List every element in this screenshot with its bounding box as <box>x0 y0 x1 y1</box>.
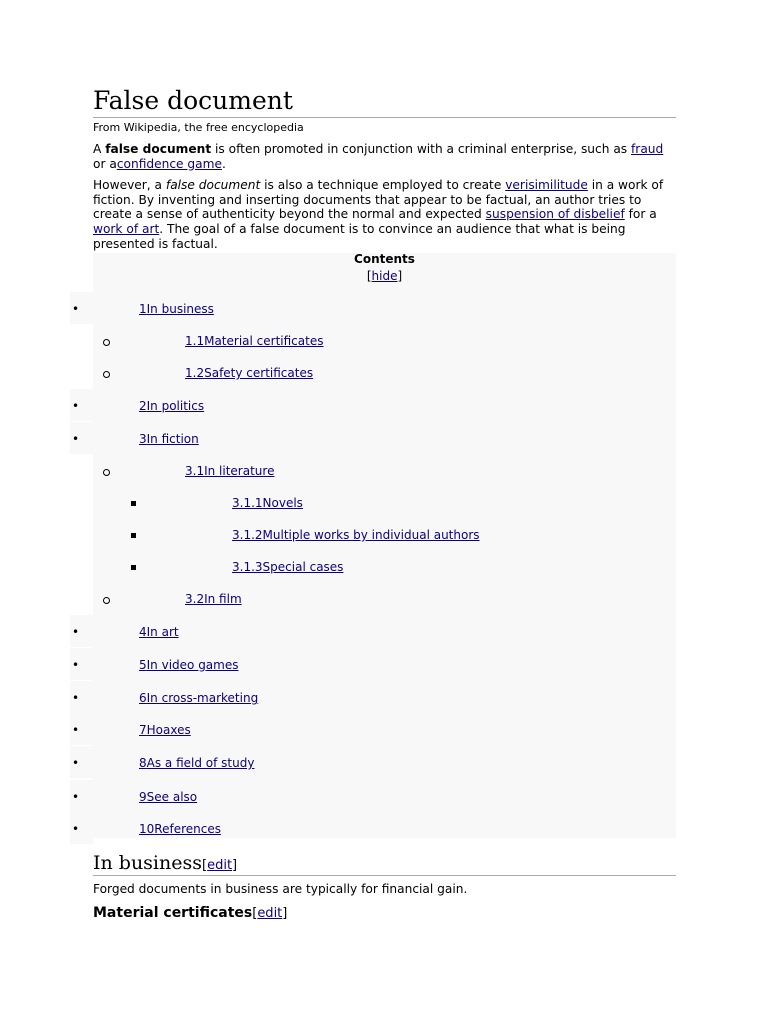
toc-label: In video games <box>146 658 239 672</box>
toc-item[interactable] <box>185 464 274 478</box>
toc-label: Hoaxes <box>146 723 191 737</box>
link-suspension-of-disbelief[interactable]: suspension of disbelief <box>485 207 625 222</box>
site-tagline: From Wikipedia, the free encyclopedia <box>93 121 304 134</box>
toc-bullet-icon <box>72 756 79 770</box>
toc-bullet-icon <box>72 625 79 639</box>
title-divider <box>93 117 676 118</box>
toc-item[interactable] <box>139 790 197 804</box>
toc-label: In fiction <box>146 432 199 446</box>
toc-bullet-icon <box>103 597 110 604</box>
toc-item[interactable] <box>139 822 221 836</box>
link-verisimilitude[interactable]: verisimilitude <box>505 178 588 192</box>
toc-bullet-icon <box>131 501 136 506</box>
toc-number: 3.1.3 <box>232 560 263 574</box>
toc-label: In business <box>146 302 214 316</box>
toc-number: 3 <box>139 432 147 446</box>
toc-label: In film <box>204 592 242 606</box>
toc-bullet-icon <box>72 822 79 836</box>
toc-item[interactable] <box>185 366 313 380</box>
link-confidence-game[interactable]: confidence game <box>116 156 222 171</box>
toc-hide-link[interactable]: hide <box>371 269 398 283</box>
toc-number: 6 <box>139 691 147 705</box>
edit-link[interactable]: edit <box>207 858 233 873</box>
toc-number: 7 <box>139 723 147 737</box>
toc-number: 1.2 <box>185 366 205 380</box>
toc-bullet-icon <box>72 723 79 737</box>
second-paragraph: However, a false document is also a technique employed to create verisimilitude in a work of fiction. By inventing and inserting documents that appear to be factual, an author tries to create a sense of authenticity beyond the normal and expected suspension of disbelief for a work of art. The goal of a false document is to convince an audience that what is being presented is factual. <box>93 178 664 251</box>
toc-item[interactable] <box>139 756 254 770</box>
toc-box <box>93 253 676 838</box>
toc-label: In cross-marketing <box>146 691 259 705</box>
toc-bullet-icon <box>103 371 110 378</box>
toc-bullet-icon <box>72 432 79 446</box>
toc-heading: Contents <box>354 252 415 266</box>
toc-bullet-icon <box>103 339 110 346</box>
toc-number: 3.2 <box>185 592 205 606</box>
toc-item[interactable] <box>232 528 480 542</box>
toc-toggle: [hide] <box>366 269 403 283</box>
toc-item[interactable] <box>139 302 214 316</box>
toc-label: In literature <box>204 464 275 478</box>
toc-number: 3.1 <box>185 464 205 478</box>
section-divider <box>93 875 676 876</box>
intro-paragraph: A false document is often promoted in conjunction with a criminal enterprise, such as fraud or aconfidence game. <box>93 142 664 171</box>
toc-item[interactable] <box>185 334 323 348</box>
toc-number: 2 <box>139 399 147 413</box>
italic-term: false document <box>165 178 261 192</box>
toc-number: 3.1.1 <box>232 496 263 510</box>
toc-item[interactable] <box>139 432 199 446</box>
toc-number: 9 <box>139 790 147 804</box>
toc-bullet-icon <box>72 790 79 804</box>
section-heading-in-business: In business[edit] <box>93 852 238 874</box>
toc-bullet-icon <box>103 469 110 476</box>
toc-item[interactable] <box>139 691 258 705</box>
toc-number: 10 <box>139 822 155 836</box>
toc-bullet-icon <box>131 565 136 570</box>
toc-label: References <box>154 822 221 836</box>
toc-label: In politics <box>146 399 205 413</box>
toc-item[interactable] <box>139 723 191 737</box>
toc-bullet-icon <box>72 691 79 705</box>
toc-item[interactable] <box>139 399 204 413</box>
toc-number: 4 <box>139 625 147 639</box>
toc-bullet-icon <box>72 658 79 672</box>
bold-term: false document <box>105 142 212 156</box>
toc-bullet-icon <box>131 533 136 538</box>
toc-bullet-icon <box>72 399 79 413</box>
section-paragraph: Forged documents in business are typically for financial gain. <box>93 882 468 896</box>
toc-label: Multiple works by individual authors <box>262 528 480 542</box>
toc-number: 1.1 <box>185 334 205 348</box>
toc-item[interactable] <box>139 625 179 639</box>
toc-label: Safety certificates <box>204 366 314 380</box>
toc-number: 5 <box>139 658 147 672</box>
toc-item[interactable] <box>139 658 239 672</box>
toc-label: As a field of study <box>146 756 255 770</box>
link-fraud[interactable]: fraud <box>631 142 664 156</box>
link-work-of-art[interactable]: work of art <box>93 222 160 237</box>
page-title: False document <box>93 86 293 115</box>
edit-link[interactable]: edit <box>257 906 283 921</box>
toc-item[interactable] <box>232 560 343 574</box>
toc-number: 3.1.2 <box>232 528 263 542</box>
toc-number: 1 <box>139 302 147 316</box>
toc-item[interactable] <box>185 592 242 606</box>
toc-bullet-icon <box>72 302 79 316</box>
toc-label: Material certificates <box>204 334 324 348</box>
subsection-heading-material-certificates: Material certificates[edit] <box>93 905 288 921</box>
toc-label: Novels <box>262 496 303 510</box>
toc-label: Special cases <box>262 560 344 574</box>
toc-label: See also <box>146 790 198 804</box>
toc-item[interactable] <box>232 496 303 510</box>
toc-number: 8 <box>139 756 147 770</box>
toc-label: In art <box>146 625 179 639</box>
